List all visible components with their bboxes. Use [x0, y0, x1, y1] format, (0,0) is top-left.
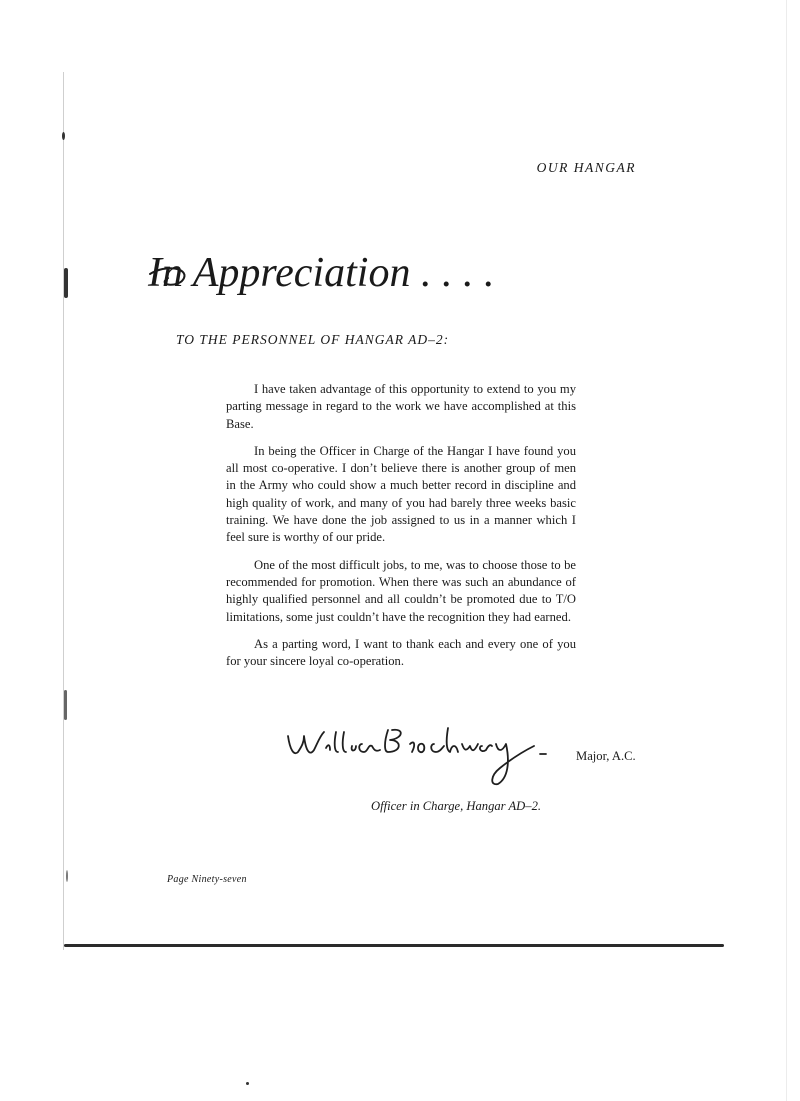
- page-number: Page Ninety-seven: [167, 874, 247, 885]
- title-script: [144, 238, 514, 308]
- signature-name: William B. Brockway: [284, 722, 293, 723]
- scan-page-edge-right: [786, 0, 787, 1101]
- letter-paragraph: One of the most difficult jobs, to me, was to choose those to be recommended for promotion. When there was such an abundance of highly qualified personnel and all couldn’t be promoted due to T/O limitations, some just couldn’t have the recognition they had earned.: [226, 557, 576, 624]
- running-head: OUR HANGAR: [536, 160, 636, 175]
- scan-speck: [64, 268, 68, 298]
- letter-body: [226, 381, 576, 680]
- title-text: In Appreciation . . . .: [148, 250, 495, 296]
- letter-paragraph: I have taken advantage of this opportunity to extend to you my parting message in regard to the work we have accomplished at this Base.: [226, 382, 576, 431]
- letter-paragraph: In being the Officer in Charge of the Hangar I have found you all most co-operative. I don’t believe there is another group of men in the Army who could show a much better record in discipline and high quality of work, and many of you had barely three weeks basic training. We have done the job assigned to us in a manner which I feel sure is worthy of our pride.: [226, 443, 576, 545]
- salutation: TO THE PERSONNEL OF HANGAR AD–2:: [176, 332, 450, 347]
- scan-speck: [64, 690, 67, 720]
- scan-speck: [66, 870, 68, 882]
- scan-speck: [62, 132, 65, 140]
- letter-paragraph: As a parting word, I want to thank each and every one of you for your sincere loyal co-operation.: [226, 636, 576, 669]
- handwritten-signature: [284, 722, 574, 792]
- scan-speck: [246, 1082, 249, 1085]
- signatory-title: Officer in Charge, Hangar AD–2.: [371, 799, 542, 813]
- signatory-rank: Major, A.C.: [576, 749, 636, 763]
- scan-page-edge-left: [63, 72, 64, 950]
- bottom-rule: [64, 944, 724, 947]
